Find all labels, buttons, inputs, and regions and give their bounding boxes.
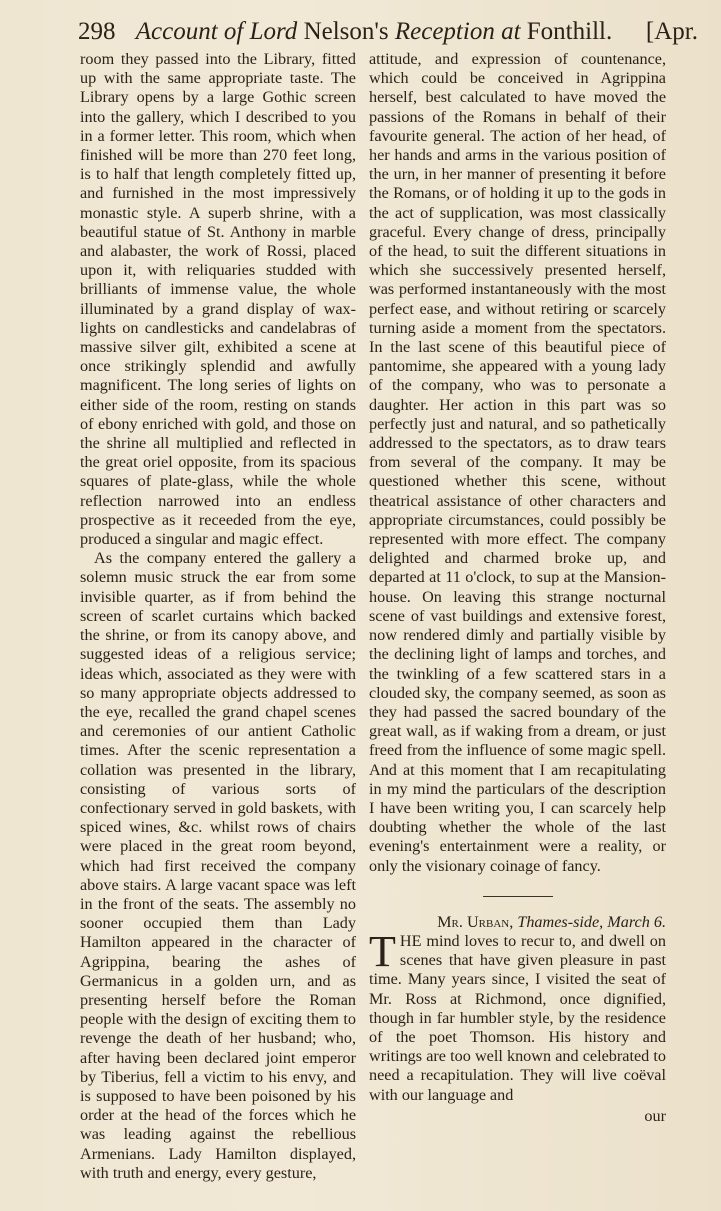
letter-place-date: Thames-side, March 6.	[517, 912, 666, 931]
letter-salutation: Mr. Urban,	[437, 912, 514, 931]
letter-heading	[369, 913, 666, 932]
header-title-part2: Nelson's	[303, 18, 389, 45]
right-paragraph-2	[369, 926, 666, 1105]
header-month: [Apr.	[645, 18, 698, 45]
right-paragraph-1: attitude, and expression of countenance, which could be conceived in Agrippina herself, best calculated to have moved the passions of the Romans in behalf of their favourite general. The action of her head, of her hands and arms in the various position of the urn, in her manner of presenting it before the Romans, or of holding it up to the gods in the act of supplication, was most classically graceful. Every change of dress, principally of the head, to suit the different situations in which she successively presented herself, was performed instantaneously with the most perfect ease, and without retiring or scarcely turning aside a moment from the spectators. In the last scene of this beautiful piece of pantomime, she appeared with a young lady of the company, who was to personate a daughter. Her action in this part was so perfectly just and natural, and so pathetically addressed to the spectators, as to draw tears from several of the company. It may be questioned whether this scene, without theatrical assistance of other characters and appropriate circumstances, could possibly be represented with more effect. The company delighted and charmed broke up, and departed at 11 o'clock, to sup at the Mansion-house. On leaving this strange nocturnal scene of vast buildings and extensive forest, now rendered dimly and partially visible by the declining light of lamps and torches, and the twinkling of a few scattered stars in a clouded sky, the company seemed, as soon as they had passed the sacred boundary of the great wall, as if waking from a dream, or just freed from the influence of some magic spell. And at this moment that I am recapitulating in my mind the particulars of the description I have been writing you, I can scarcely help doubting whether the whole of the last evening's entertainment were a reality, or only the visionary coinage of fancy.	[369, 50, 666, 875]
page-number: 298	[78, 18, 116, 45]
header-title-part4: Fonthill.	[526, 18, 613, 45]
catchword: our	[644, 1106, 666, 1125]
right-paragraph-2-text: HE mind loves to recur to, and dwell on scenes that have given pleasure in past time. Many years since, I visited the seat of Mr. Ross at Richmond, once dignified, though in far humbler style, by the residence of the poet Thomson. His history and writings are too well known and celebrated to need a recapitulation. They will live coëval with our language and	[369, 931, 666, 1104]
section-divider	[483, 896, 553, 897]
left-paragraph-2: As the company entered the gallery a solemn music struck the ear from some invisible quarter, as if from behind the screen of scarlet curtains which backed the shrine, or from its canopy above, and suggested ideas of a religious service; ideas which, associated as they were with so many appropriate objects addressed to the eye, recalled the grand chapel scenes and ceremonies of our antient Catholic times. After the scenic representation a collation was presented in the library, consisting of various sorts of confectionary served in gold baskets, with spiced wines, &c. whilst rows of chairs were placed in the great room beyond, which had first received the company above stairs. A large vacant space was left in the front of the seats. The assembly no sooner occupied them than Lady Hamilton appeared in the character of Agrippina, bearing the ashes of Germanicus in a golden urn, and as presenting herself before the Roman people with the design of exciting them to revenge the death of her husband; who, after having been declared joint emperor by Tiberius, fell a victim to his envy, and is supposed to have been poisoned by his order at the head of the forces which he was leading against the rebellious Armenians. Lady Hamilton displayed, with truth and energy, every gesture,	[80, 549, 356, 1182]
header-title-part3: Reception at	[394, 18, 521, 45]
running-header	[78, 12, 698, 52]
right-column	[369, 50, 666, 1126]
header-title-part1: Account of Lord	[135, 18, 298, 45]
left-paragraph-1: room they passed into the Library, fitted up with the same appropriate taste. The Library opens by a large Gothic screen into the gallery, which I described to you in a former letter. This room, which when finished will be more than 270 feet long, is to half that length completely fitted up, and furnished in the most impressively monastic style. A superb shrine, with a beautiful statue of St. Anthony in marble and alabaster, the work of Rossi, placed upon it, with reliquaries studded with brilliants of immense value, the whole illuminated by a grand display of wax-lights on candlesticks and candelabras of massive silver gilt, exhibited a scene at once strikingly splendid and awfully magnificent. The long series of lights on either side of the room, resting on stands of ebony enriched with gold, and those on the shrine all multiplied and reflected in the great oriel opposite, from its spacious squares of plate-glass, while the whole reflection narrowed into an endless prospective as it receeded from the eye, produced a singular and magic effect.	[80, 50, 356, 549]
left-column	[80, 50, 356, 1183]
drop-cap: T	[369, 926, 396, 976]
